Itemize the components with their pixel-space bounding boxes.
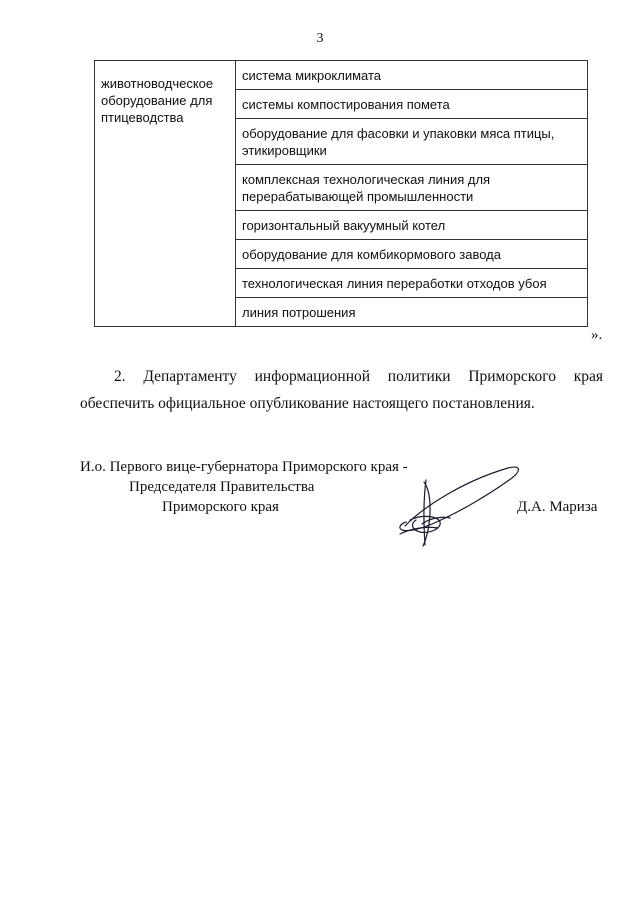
table-cell-item: комплексная технологическая линия для перерабатывающей промышленности (236, 165, 588, 211)
table-cell-item: горизонтальный вакуумный котел (236, 211, 588, 240)
signatory-title-line-2: Председателя Правительства (129, 479, 315, 495)
signatory-title-line-1: И.о. Первого вице-губернатора Приморского края - (80, 459, 408, 475)
table-cell-item: линия потрошения (236, 298, 588, 327)
equipment-table (94, 60, 588, 327)
table-cell-item: системы компостирования помета (236, 90, 588, 119)
signatory-name: Д.А. Мариза (517, 499, 598, 515)
table-cell-item: технологическая линия переработки отходов убоя (236, 269, 588, 298)
signatory-title-line-3: Приморского края (162, 499, 279, 515)
table-category-cell: животноводческое оборудование для птицеводства (95, 61, 236, 327)
table-cell-item: оборудование для фасовки и упаковки мяса птицы, этикировщики (236, 119, 588, 165)
closing-quote: ». (591, 327, 603, 343)
table-row (95, 61, 588, 90)
handwritten-signature (380, 460, 525, 550)
paragraph-rest: обеспечить официальное опубликование настоящего постановления. (80, 395, 535, 412)
paragraph-item-2 (80, 363, 603, 417)
paragraph-first-line: 2. Департаменту информационной политики Приморского края (114, 368, 603, 385)
table-cell-item: оборудование для комбикормового завода (236, 240, 588, 269)
table-cell-item: система микроклимата (236, 61, 588, 90)
page-number: 3 (316, 31, 324, 46)
